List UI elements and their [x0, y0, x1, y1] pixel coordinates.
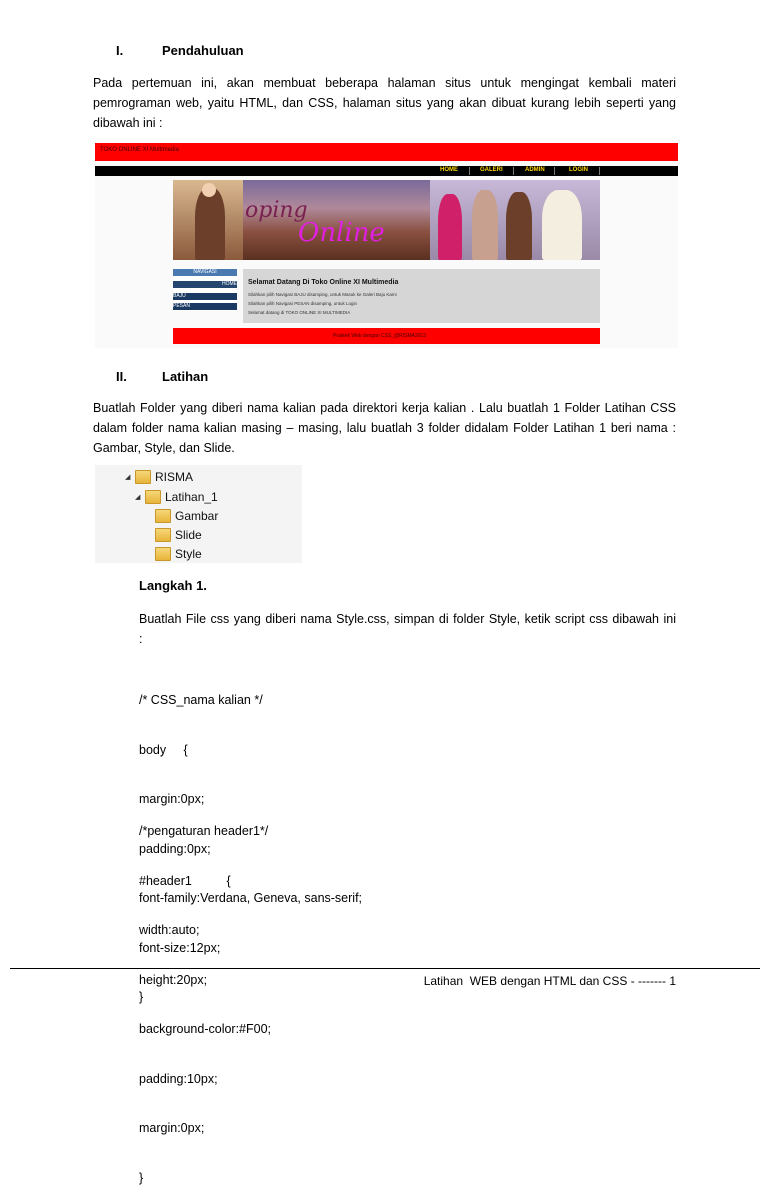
code-line: font-family:Verdana, Geneva, sans-serif;	[139, 891, 363, 905]
intro-paragraph	[93, 73, 676, 133]
nav-item: LOGIN	[569, 167, 588, 173]
section-title: Latihan	[162, 369, 209, 384]
code-line: #header1 {	[139, 873, 231, 888]
tree-item-label: Gambar	[175, 509, 219, 523]
paragraph-line: dalam folder nama kalian masing – masing, lalu buatlah 3 folder didalam Folder Latihan 1 beri nama :	[93, 421, 676, 435]
latihan-paragraph	[93, 398, 676, 458]
folder-tree	[95, 465, 302, 563]
banner-model-left	[173, 180, 243, 260]
code-block	[139, 790, 271, 1203]
website-screenshot	[95, 143, 678, 348]
sidenav-item: HOME	[173, 281, 237, 288]
folder-icon	[135, 470, 151, 484]
code-line: background-color:#F00;	[139, 1022, 272, 1036]
step-title: Langkah 1.	[139, 578, 207, 593]
tree-item-folder[interactable]	[95, 508, 302, 526]
paragraph-line: Pada pertemuan ini, akan membuat beberapa halaman situs untuk mengingat kembali materi	[93, 76, 676, 90]
section-title: Pendahuluan	[162, 43, 244, 58]
sidenav-title: NAVIGASI	[173, 269, 237, 276]
expanded-arrow-icon[interactable]: ◢	[125, 474, 131, 481]
sidenav-item: BAJU	[173, 293, 237, 300]
nav-item: GALERI	[480, 167, 503, 173]
code-line: margin:0px;	[139, 1121, 205, 1135]
footer-divider	[10, 968, 760, 969]
banner-text-online: Online	[298, 218, 385, 248]
code-line: height:20px;	[139, 972, 208, 987]
tree-item-child[interactable]	[95, 489, 302, 507]
step-instruction	[139, 609, 676, 649]
content-line: Selamat datang di TOKO ONLINE XI MULTIMEDIA	[248, 310, 351, 315]
tree-item-label: Slide	[175, 528, 202, 542]
site-content	[243, 269, 600, 323]
paragraph-line: Gambar, Style, dan Slide.	[93, 441, 235, 455]
banner-text-shopping: oping	[245, 198, 308, 223]
instruction-line: Buatlah File css yang diberi nama Style.css, simpan di folder Style, ketik script css dibawah ini	[139, 612, 676, 626]
site-footer	[173, 328, 600, 344]
site-header	[95, 143, 678, 161]
code-line: padding:0px;	[139, 841, 211, 856]
code-line: padding:10px;	[139, 1071, 218, 1086]
tree-item-label: Style	[175, 547, 202, 561]
code-line: /* CSS_nama kalian */	[139, 693, 263, 707]
code-line: }	[139, 1170, 144, 1185]
instruction-line: :	[139, 632, 143, 646]
tree-item-folder[interactable]	[95, 527, 302, 545]
tree-item-label: RISMA	[155, 470, 194, 484]
content-line: Silahkan pilih Navigasi PESAN disamping, untuk Login	[248, 301, 358, 306]
site-sidenav	[173, 269, 237, 311]
section-number: I.	[116, 43, 124, 58]
tree-item-label: Latihan_1	[165, 490, 218, 504]
tree-item-root[interactable]	[95, 469, 302, 487]
folder-icon	[155, 528, 171, 542]
content-line: Silahkan pilih Navigasi BAJU disamping, untuk Masuk ke Galeri Baju Kami	[248, 292, 397, 297]
sidenav-item: PESAN	[173, 303, 237, 310]
code-line: }	[139, 990, 144, 1004]
tree-item-folder[interactable]	[95, 546, 302, 564]
content-title: Selamat Datang Di Toko Online XI Multimedia	[248, 279, 399, 286]
banner-models-right	[430, 180, 600, 260]
paragraph-line: pemrograman web, yaitu HTML, dan CSS, halaman situs yang akan dibuat kurang lebih seperti yang	[93, 96, 676, 110]
code-line: body {	[139, 742, 188, 757]
nav-item: HOME	[440, 167, 458, 173]
site-footer-text: Praktek Web dengan CSS_@RISMA2013	[333, 333, 427, 339]
folder-icon	[155, 509, 171, 523]
section-number: II.	[116, 369, 127, 384]
site-header-text: TOKO ONLINE XI Multimedia	[100, 147, 179, 153]
folder-icon	[145, 490, 161, 504]
site-banner	[173, 180, 600, 260]
code-line: width:auto;	[139, 923, 200, 937]
paragraph-line: dibawah ini :	[93, 116, 163, 130]
code-line: margin:0px;	[139, 792, 205, 806]
expanded-arrow-icon[interactable]: ◢	[135, 494, 141, 501]
page-footer: Latihan WEB dengan HTML dan CSS - ------- 1	[423, 974, 676, 988]
paragraph-line: Buatlah Folder yang diberi nama kalian pada direktori kerja kalian . Lalu buatlah 1 Folder Latihan CSS	[93, 401, 676, 415]
code-line: font-size:12px;	[139, 940, 221, 955]
folder-icon	[155, 547, 171, 561]
site-navbar	[95, 166, 678, 176]
code-line: /*pengaturan header1*/	[139, 824, 269, 838]
nav-item: ADMIN	[525, 167, 545, 173]
